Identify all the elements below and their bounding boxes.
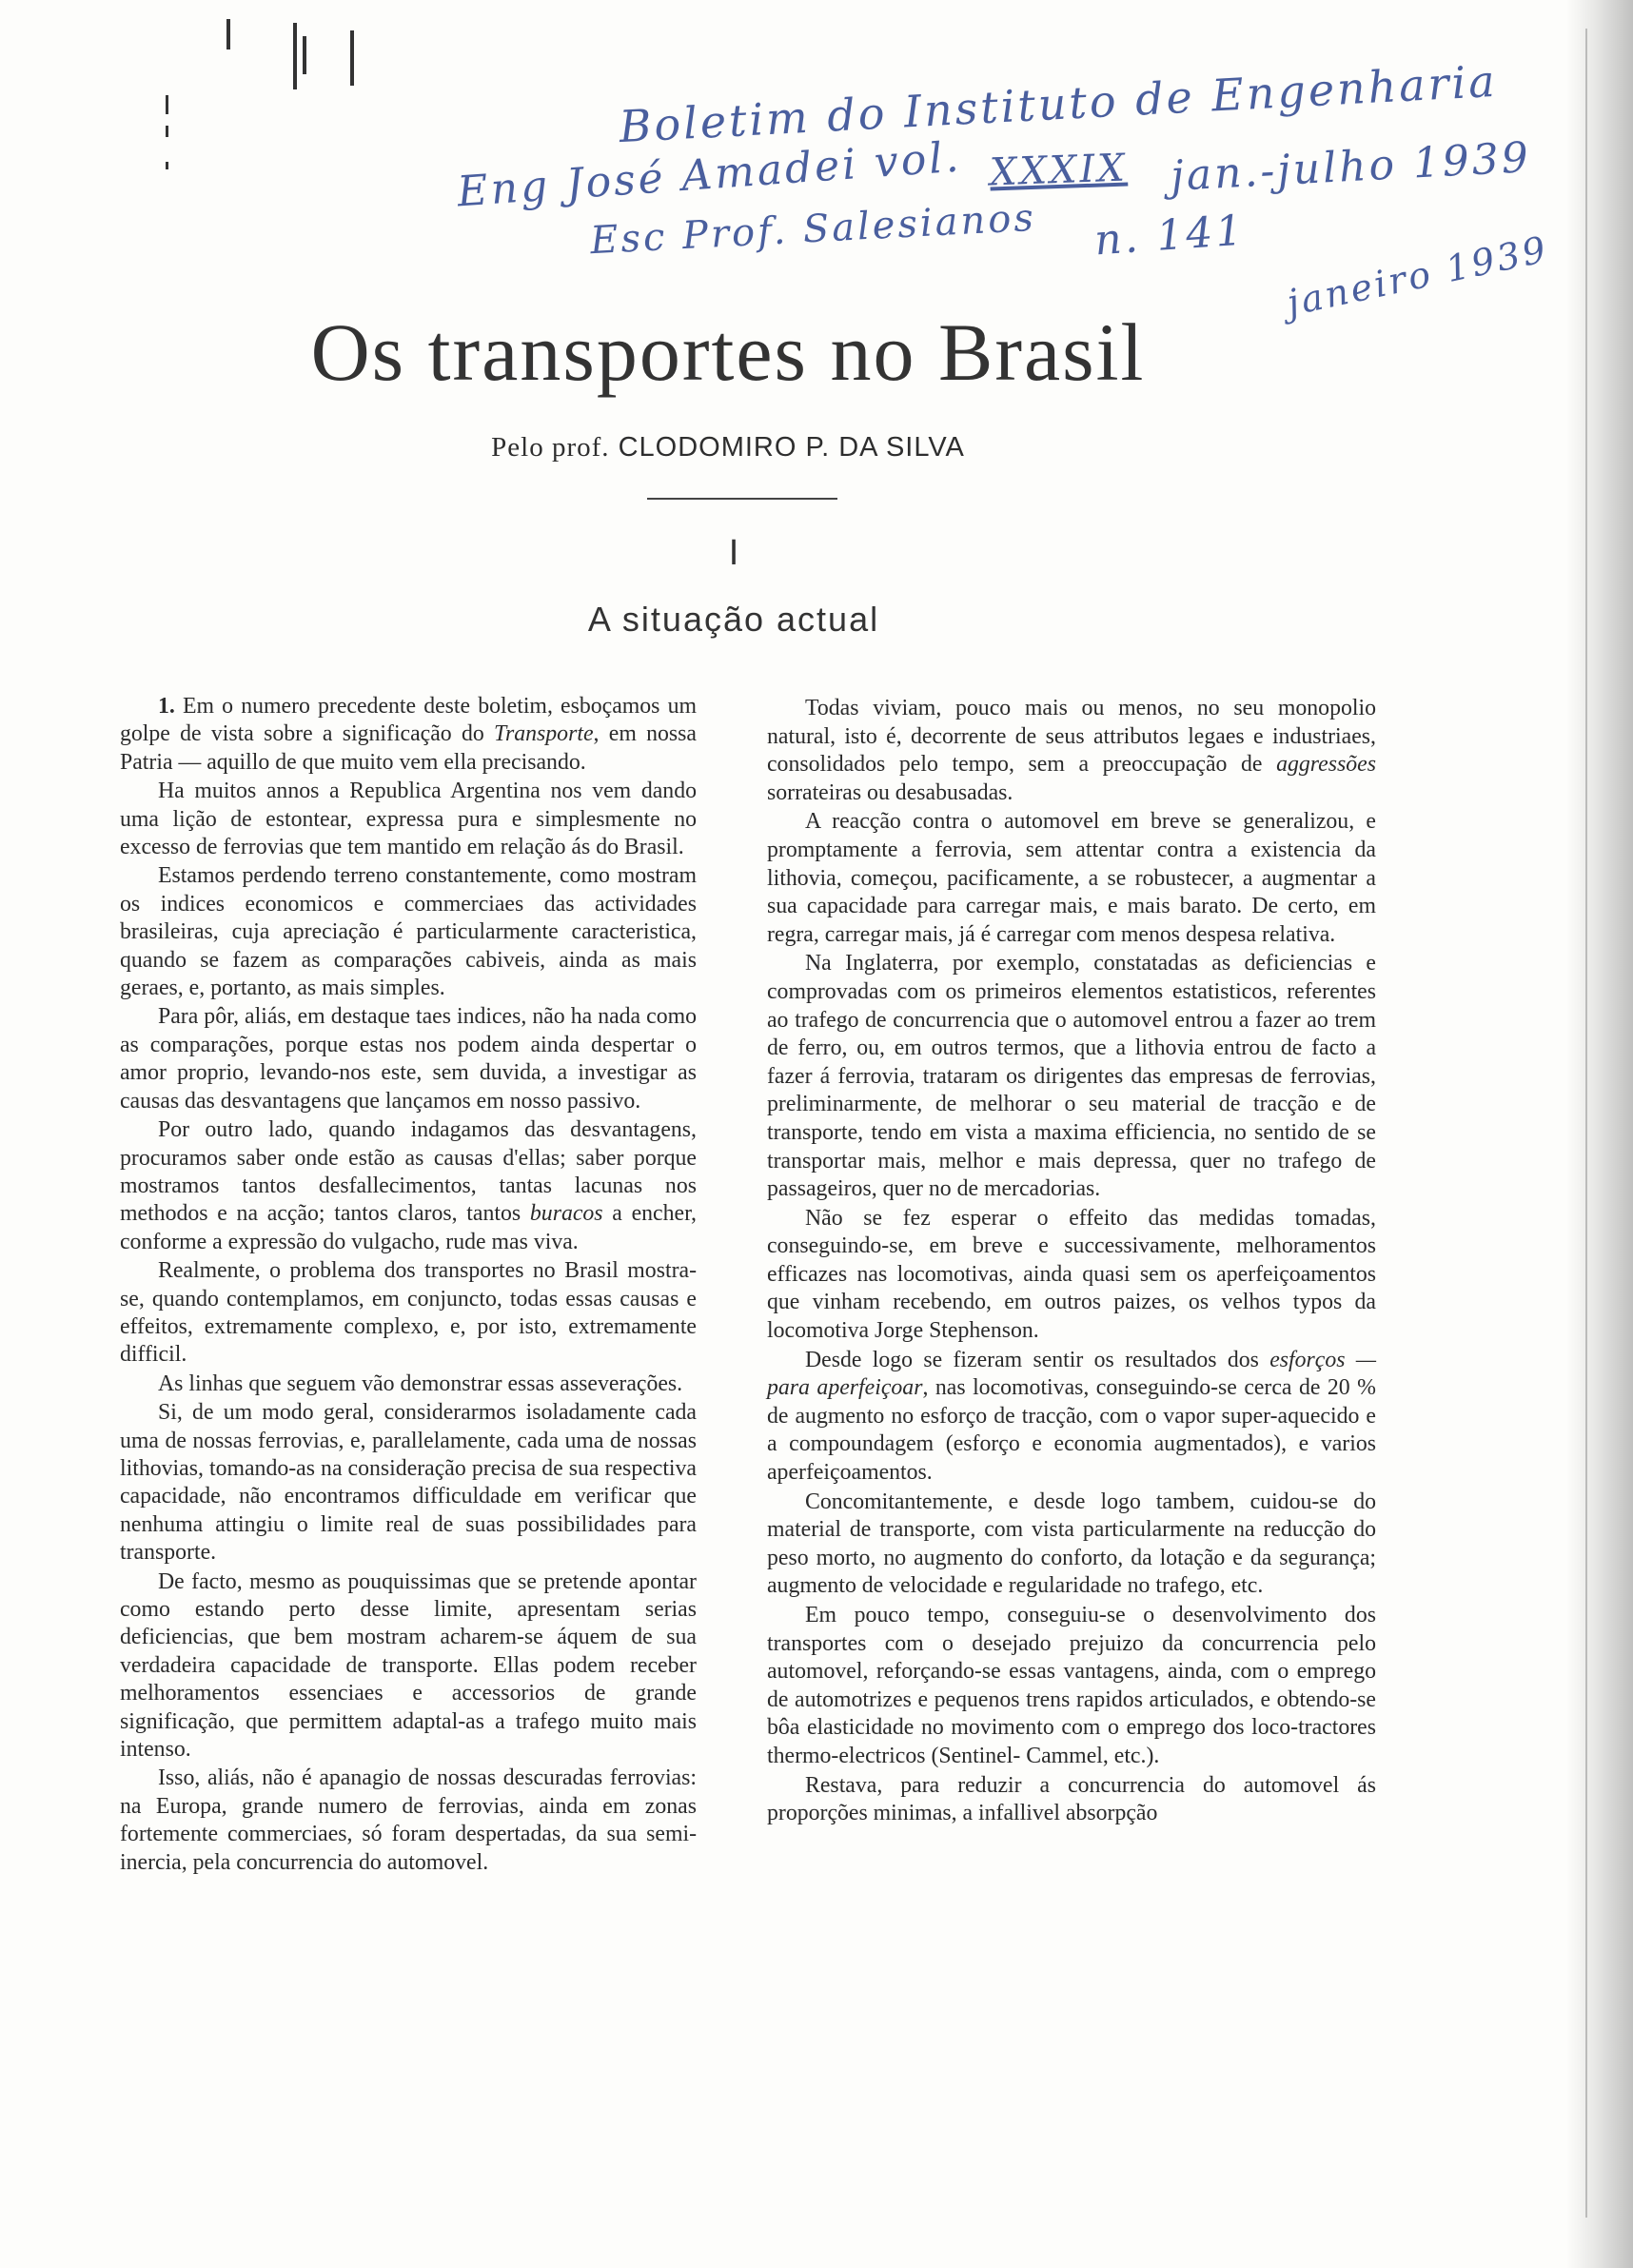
left-column [120, 693, 697, 1877]
paragraph: Na Inglaterra, por exemplo, constatadas as deficiencias e comprovadas com os primeiros elementos estatisticos, referentes ao trafego de concurrencia que o automovel entrou a fazer ao trem de ferro, ou, em outros termos, que a lithovia entrou de facto a fazer á ferrovia, trataram os dirigentes das empresas de ferrovias, preliminarmente, de melhorar o seu material de tracção e de transporte, tendo em vista a maxima efficiencia, no sentido de se transportar mais, melhor e mais depressa, quer no trafego de passageiros, quer no de mercadorias. [767, 951, 1376, 1202]
paragraph-text: a encher, conforme a expressão do vulgacho, rude mas viva. [120, 1201, 698, 1254]
section-title: A situação actual [587, 600, 880, 639]
paragraph: A reacção contra o automovel em breve se generalizou, e promptamente a ferrovia, sem attentar contra a existencia da lithovia, começou, pacificamente, a se robustecer, a augmentar a sua capacidade para carregar mais, e mais barato. De certo, em regra, carregar mais, já é carregar com menos despesa relativa. [767, 809, 1376, 947]
paragraph-text: sorrateiras ou desabusadas. [767, 779, 1013, 805]
paragraph: Realmente, o problema dos transportes no Brasil mostra-se, quando contemplamos, em conjuncto, todas essas causas e effeitos, extremamente complexo, e, por isto, extremamente difficil. [120, 1258, 697, 1368]
paragraph: Não se fez esperar o effeito das medidas tomadas, conseguindo-se, em breve e successivamente, melhoramentos efficazes nas locomotivas, ainda quasi sem os aperfeiçoamentos que vinham recebendo, em outros paizes, os velhos typos da locomotiva Jorge Stephenson. [767, 1205, 1376, 1344]
paragraph-text: Todas viviam, pouco mais ou menos, no seu monopolio natural, isto é, decorrente de seus attributos legaes e industriaes, consolidados pelo tempo, sem a preoccupação de [767, 696, 1376, 778]
paragraph [120, 1116, 697, 1256]
byline-author: CLODOMIRO P. DA SILVA [618, 432, 965, 463]
handwritten-month: janeiro 1939 [1283, 227, 1552, 325]
emphasis-text: buracos [529, 1201, 603, 1227]
byline-prefix: Pelo prof. [491, 432, 610, 463]
right-column [767, 695, 1376, 1828]
paragraph: Si, de um modo geral, considerarmos isoladamente cada uma de nossas ferrovias, e, parallelamente, cada uma de nossas lithovias, tomando-as na consideração precisa de sua respectiva capacidade, não encontramos difficuldade em verificar que nenhuma attingiu o limite real de suas possibilidades para transporte. [120, 1400, 697, 1566]
paragraph: Ha muitos annos a Republica Argentina nos vem dando uma lição de estontear, expressa pura e simplesmente no excesso de ferrovias que tem mantido em relação ás do Brasil. [120, 779, 697, 860]
paragraph-text: , nas locomotivas, conseguindo-se cerca de 20 % de augmento no esforço de tracção, com o vapor super-aquecido e a compoundagem (esforço e economia augmentados), e varios aperfeiçoamentos. [767, 1375, 1376, 1486]
paragraph: As linhas que seguem vão demonstrar essas asseverações. [158, 1371, 683, 1396]
paragraph [767, 1347, 1376, 1488]
paragraph: Isso, aliás, não é apanagio de nossas descuradas ferrovias: na Europa, grande numero de ferrovias, ainda em zonas fortemente commerciaes, só foram despertadas, da sua semi-inercia, pela concurrencia do automovel. [120, 1765, 697, 1875]
article-title: Os transportes no Brasil [310, 306, 1146, 398]
handwritten-line-author: Eng José Amadei vol. [455, 132, 963, 217]
section-number: I [728, 533, 739, 573]
paragraph: Para pôr, aliás, em destaque taes indices, não ha nada como as comparações, porque estas nos podem ainda despertar o amor proprio, levando-nos este, sem duvida, a investigar as causas das desvantagens que lançamos em nosso passivo. [120, 1004, 697, 1114]
paragraph-number: 1. [158, 694, 175, 719]
paragraph-text: Por outro lado, quando indagamos das desvantagens, procuramos saber onde estão as causas d'ellas; saber porque mostramos tantos desfallecimentos, tantas lacunas nos methodos e na acção; tantos claros, tantos [120, 1117, 697, 1227]
page-edge-line [1585, 29, 1587, 2218]
paragraph-text: , em nossa Patria — aquillo de que muito vem ella precisando. [120, 721, 697, 775]
title-divider [647, 498, 837, 500]
paragraph: Restava, para reduzir a concurrencia do automovel ás proporções minimas, a infallivel absorpção [767, 1772, 1376, 1826]
handwritten-line-journal: Boletim do Instituto de Engenharia [618, 54, 1499, 153]
paragraph [767, 695, 1376, 807]
paragraph: Estamos perdendo terreno constantemente, como mostram os indices economicos e commerciaes das actividades brasileiras, cuja apreciação é particularmente caracteristica, quando se fazem as comparações cabiveis, ainda as mais geraes, e, portanto, as mais simples. [120, 863, 697, 1001]
emphasis-text: Transporte [494, 721, 594, 747]
handwritten-line-school: Esc Prof. Salesianos [589, 195, 1037, 264]
paragraph-text: Em o numero precedente deste boletim, esboçamos um golpe de vista sobre a significação do [120, 694, 697, 747]
handwritten-date-range: jan.-julho 1939 [1169, 133, 1532, 201]
paragraph: Em pouco tempo, conseguiu-se o desenvolvimento dos transportes com o desejado prejuizo da concurrencia pelo automovel, reforçando-se essas vantagens, ainda, com o emprego de automotrizes e pequenos trens rapidos articulados, e obtendo-se bôa elasticidade no movimento com o emprego dos loco-tractores thermo-electricos (Sentinel- Cammel, etc.). [767, 1603, 1376, 1768]
article-byline [0, 432, 1456, 463]
paragraph-text: Desde logo se fizeram sentir os resultados dos [805, 1347, 1270, 1372]
paragraph [120, 693, 697, 777]
handwritten-volume: XXXIX [989, 146, 1129, 195]
paragraph: Concomitantemente, e desde logo tambem, cuidou-se do material de transporte, com vista particularmente na reducção do peso morto, no augmento do conforto, da lotação e da segurança; augmento de velocidade e regularidade no trafego, etc. [767, 1489, 1376, 1599]
emphasis-text: esforços — para aperfeiçoar [767, 1347, 1376, 1401]
paragraph: De facto, mesmo as pouquissimas que se pretende apontar como estando perto desse limite, apresentam serias deficiencias, que bem mostram acharem-se áquem de sua verdadeira capacidade de transporte. Ellas podem receber melhoramentos essenciaes e accessorios de grande significação, que permittem adaptal-as a trafego muito mais intenso. [120, 1568, 697, 1763]
handwritten-annotation [0, 0, 1633, 343]
handwritten-issue-number: n. 141 [1092, 206, 1247, 266]
emphasis-text: aggressões [1276, 752, 1376, 778]
